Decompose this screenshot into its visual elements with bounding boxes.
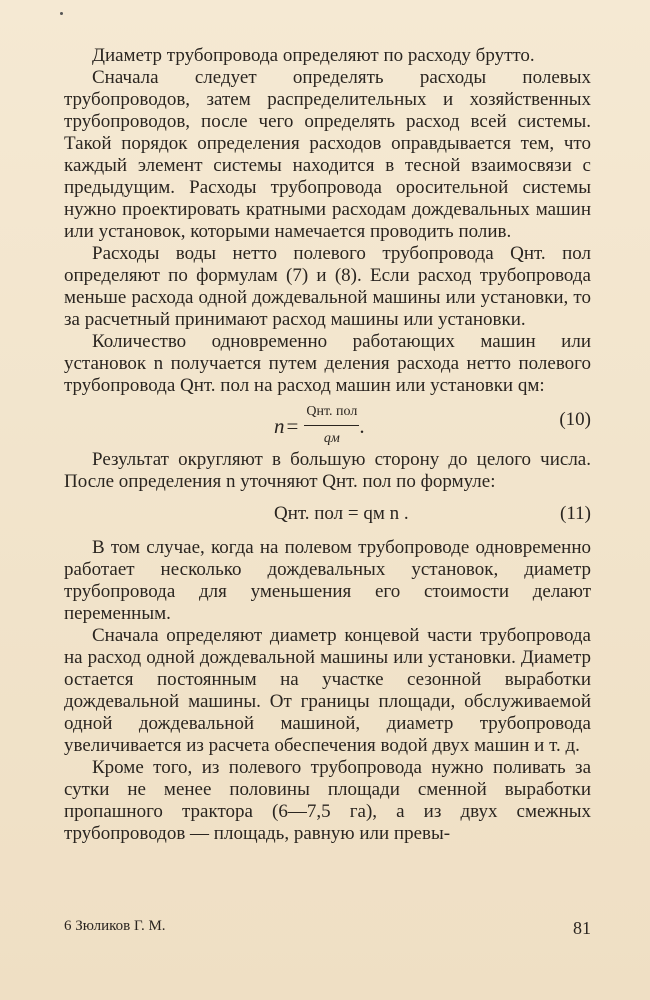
formula-10-eq: = — [286, 413, 299, 438]
paragraph-8: Кроме того, из полевого трубопровода нужно поливать за сутки не менее половины площади сменной выработки пропашного трактора (6—7,5 га), а из двух смежных трубопроводов — площадь, равную или превы- — [64, 757, 591, 844]
page-footer — [64, 918, 591, 939]
formula-10-lhs: n — [274, 413, 285, 438]
formula-10-fraction — [304, 401, 359, 450]
paragraph-3: Расходы воды нетто полевого трубопровода Qнт. пол определяют по формулам (7) и (8). Если расход трубопровода меньше расхода одной дождевальной машины или установки, то за расчетный принимают расход машины или установки. — [64, 243, 591, 330]
paragraph-6: В том случае, когда на полевом трубопроводе одновременно работает несколько дождевальных установок, диаметр трубопровода для уменьшения его стоимости делают переменным. — [64, 537, 591, 624]
formula-10-number: (10) — [559, 409, 591, 430]
formula-10-denominator: qм — [323, 431, 340, 446]
formula-11-number: (11) — [560, 503, 591, 524]
paragraph-1: Диаметр трубопровода определяют по расходу брутто. — [92, 45, 535, 66]
paragraph-4: Количество одновременно работающих машин или установок n получается путем деления расхода нетто полевого трубопровода Qнт. пол на расход машин или установки qм: — [64, 331, 591, 396]
body-text — [64, 45, 591, 845]
signature-mark: 6 Зюликов Г. М. — [64, 918, 166, 934]
paragraph-7: Сначала определяют диаметр концевой части трубопровода на расход одной дождевальной машины или установки. Диаметр остается постоянным на участке сезонной выработки дождевальной машины. От границы площади, обслуживаемой одной дождевальной машиной, диаметр трубопровода увеличивается из расчета обеспечения водой двух машин и т. д. — [64, 625, 591, 756]
formula-11-expression: Qнт. пол = qм n . — [274, 503, 409, 524]
paragraph-5: Результат округляют в большую сторону до целого числа. После определения n уточняют Qнт. пол по формуле: — [64, 449, 591, 492]
print-speck — [60, 12, 63, 15]
formula-10-tail: . — [359, 413, 365, 438]
formula-11 — [64, 501, 591, 537]
paragraph-2: Сначала следует определять расходы полевых трубопроводов, затем распределительных и хозяйственных трубопроводов, после чего определять расход всей системы. Такой порядок определения расходов оправдывается тем, что каждый элемент системы находится в тесной взаимосвязи с предыдущим. Расходы трубопровода оросительной системы нужно проектировать кратными расходам дождевальных машин или установок, которыми намечается проводить полив. — [64, 67, 591, 242]
page-number: 81 — [573, 918, 591, 938]
formula-10-expression — [274, 401, 365, 450]
formula-10 — [64, 397, 591, 449]
formula-10-numerator: Qнт. пол — [304, 401, 359, 426]
